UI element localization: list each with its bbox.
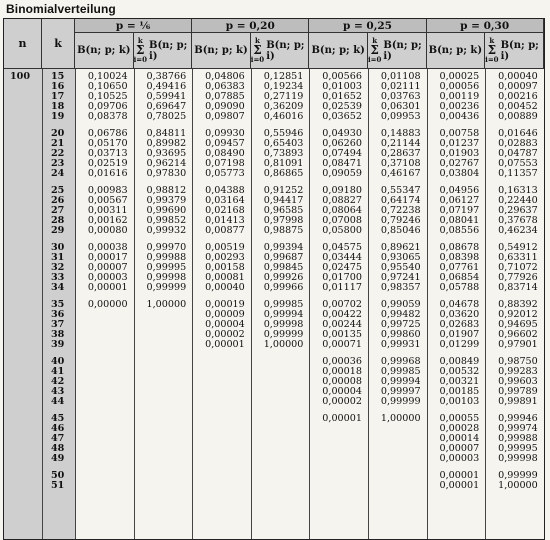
prob-cell: 0,00003 (87, 272, 128, 284)
table-row (4, 397, 544, 407)
cumulative-cell: 0,02883 (498, 138, 538, 150)
cumulative-cell: 0,96214 (146, 158, 187, 170)
prob-cell: 0,00001 (439, 480, 480, 492)
cumulative-cell: 1,00000 (380, 413, 421, 424)
k-value: 16 (51, 81, 65, 93)
cumulative-cell: 0,99994 (263, 309, 304, 321)
table-row (4, 454, 544, 464)
cumulative-cell: 0,99988 (146, 252, 187, 264)
header-sum-4: k Σ i=0 B(n; p; i) (485, 33, 544, 69)
k-value: 41 (51, 366, 65, 378)
cumulative-cell: 0,95540 (380, 262, 421, 274)
prob-cell: 0,08041 (439, 215, 480, 227)
k-value: 35 (51, 299, 65, 310)
prob-cell: 0,00103 (439, 396, 480, 408)
prob-cell: 0,08827 (322, 195, 362, 207)
prob-cell: 0,00036 (322, 356, 362, 367)
prob-cell: 0,03713 (87, 148, 128, 160)
k-value: 21 (51, 138, 65, 150)
prob-cell: 0,00162 (87, 215, 128, 227)
prob-cell: 0,05800 (322, 225, 362, 237)
k-value: 40 (51, 356, 65, 367)
k-value: 47 (51, 433, 65, 445)
prob-cell: 0,06786 (87, 128, 128, 139)
prob-cell: 0,06854 (439, 272, 480, 284)
cumulative-cell: 0,01646 (498, 128, 538, 139)
prob-cell: 0,05788 (439, 282, 480, 294)
cumulative-cell: 0,88392 (498, 299, 538, 310)
cumulative-cell: 0,46167 (380, 168, 421, 180)
prob-cell: 0,00311 (87, 205, 128, 217)
header-p-sixth: p = ⅙ (75, 19, 192, 33)
cumulative-cell: 0,00889 (498, 111, 538, 123)
cumulative-cell: 0,89621 (380, 242, 421, 253)
prob-cell: 0,01652 (322, 91, 362, 103)
prob-cell: 0,04930 (322, 128, 362, 139)
prob-cell: 0,04388 (205, 185, 245, 196)
k-value: 48 (51, 443, 65, 455)
prob-cell: 0,00007 (439, 443, 480, 455)
cumulative-cell: 0,94417 (263, 195, 304, 207)
prob-cell: 0,00003 (439, 453, 480, 465)
cumulative-cell: 0,37678 (498, 215, 538, 227)
k-value: 43 (51, 386, 65, 398)
cumulative-cell: 0,97998 (263, 215, 304, 227)
cumulative-cell: 0,22440 (498, 195, 538, 207)
prob-cell: 0,03804 (439, 168, 480, 180)
cumulative-cell: 0,49416 (146, 81, 187, 93)
prob-cell: 0,00983 (87, 185, 128, 196)
cumulative-cell: 0,99789 (498, 386, 538, 398)
cumulative-cell: 1,00000 (263, 339, 304, 351)
prob-cell: 0,01413 (205, 215, 245, 227)
cumulative-cell: 0,00040 (498, 71, 538, 82)
cumulative-cell: 0,37108 (380, 158, 421, 170)
prob-cell: 0,01117 (322, 282, 362, 294)
table-row (4, 283, 544, 293)
sum-sign-icon: k Σ i=0 (367, 36, 382, 64)
prob-cell: 0,00567 (87, 195, 128, 207)
cumulative-cell: 0,71072 (498, 262, 538, 274)
cumulative-cell: 0,73893 (263, 148, 304, 160)
cumulative-cell: 0,54912 (498, 242, 538, 253)
prob-cell: 0,00004 (205, 319, 245, 331)
prob-cell: 0,07494 (322, 148, 362, 160)
k-value: 42 (51, 376, 65, 388)
cumulative-cell: 0,06301 (380, 101, 421, 113)
prob-cell: 0,08064 (322, 205, 362, 217)
cumulative-cell: 0,07553 (498, 158, 538, 170)
prob-cell: 0,01903 (439, 148, 480, 160)
cumulative-cell: 0,98357 (380, 282, 421, 294)
cumulative-cell: 0,12851 (263, 71, 304, 82)
k-value: 22 (51, 148, 65, 160)
cumulative-cell: 0,99891 (498, 396, 538, 408)
table-row (4, 340, 544, 350)
cumulative-cell: 0,99974 (498, 423, 538, 435)
cumulative-cell: 0,59941 (146, 91, 187, 103)
cumulative-cell: 0,03763 (380, 91, 421, 103)
prob-cell: 0,00244 (322, 319, 362, 331)
cumulative-cell: 0,04787 (498, 148, 538, 160)
cumulative-cell: 0,81091 (263, 158, 304, 170)
k-value: 38 (51, 329, 65, 341)
prob-cell: 0,07885 (205, 91, 245, 103)
cumulative-cell: 0,99999 (498, 470, 538, 481)
prob-cell: 0,05170 (87, 138, 128, 150)
cumulative-cell: 0,16313 (498, 185, 538, 196)
k-value: 46 (51, 423, 65, 435)
k-value: 18 (51, 101, 65, 113)
header-sum-3: k Σ i=0 B(n; p; i) (368, 33, 427, 69)
cumulative-cell: 0,79246 (380, 215, 421, 227)
cumulative-cell: 0,99985 (263, 299, 304, 310)
cumulative-cell: 0,72238 (380, 205, 421, 217)
cumulative-cell: 0,99860 (380, 329, 421, 341)
prob-cell: 0,06260 (322, 138, 362, 150)
cumulative-cell: 0,97241 (380, 272, 421, 284)
cumulative-cell: 0,99931 (380, 339, 421, 351)
k-value: 27 (51, 205, 65, 217)
prob-cell: 0,04956 (439, 185, 480, 196)
cumulative-cell: 0,99482 (380, 309, 421, 321)
cumulative-cell: 0,38766 (146, 71, 187, 82)
cumulative-cell: 0,99690 (146, 205, 187, 217)
cumulative-cell: 0,99999 (146, 282, 187, 294)
prob-cell: 0,02475 (322, 262, 362, 274)
prob-cell: 0,08556 (439, 225, 480, 237)
cumulative-cell: 1,00000 (146, 299, 187, 310)
prob-cell: 0,00532 (439, 366, 480, 378)
prob-cell: 0,00702 (322, 299, 362, 310)
cumulative-cell: 0,28637 (380, 148, 421, 160)
prob-cell: 0,07197 (439, 205, 480, 217)
cumulative-cell: 0,99970 (146, 242, 187, 253)
prob-cell: 0,09706 (87, 101, 128, 113)
k-value: 30 (51, 242, 65, 253)
header-p-025: p = 0,25 (309, 19, 426, 33)
k-value: 45 (51, 413, 65, 424)
cumulative-cell: 0,85046 (380, 225, 421, 237)
k-value: 51 (51, 480, 65, 492)
prob-cell: 0,02539 (322, 101, 362, 113)
prob-cell: 0,00321 (439, 376, 480, 388)
prob-cell: 0,10525 (87, 91, 128, 103)
prob-cell: 0,10650 (87, 81, 128, 93)
prob-cell: 0,08678 (439, 242, 480, 253)
prob-cell: 0,00038 (87, 242, 128, 253)
prob-cell: 0,01616 (87, 168, 128, 180)
prob-cell: 0,08490 (205, 148, 245, 160)
k-value: 34 (51, 282, 65, 294)
k-value: 26 (51, 195, 65, 207)
prob-cell: 0,06127 (439, 195, 480, 207)
prob-cell: 0,00028 (439, 423, 480, 435)
cumulative-cell: 0,99059 (380, 299, 421, 310)
prob-cell: 0,00758 (439, 128, 480, 139)
table-row (4, 169, 544, 179)
prob-cell: 0,01003 (322, 81, 362, 93)
cumulative-cell: 0,46016 (263, 111, 304, 123)
k-value: 19 (51, 111, 65, 123)
cumulative-cell: 0,99999 (263, 329, 304, 341)
cumulative-cell: 0,94695 (498, 319, 538, 331)
k-value: 49 (51, 453, 65, 465)
cumulative-cell: 0,96585 (263, 205, 304, 217)
prob-cell: 0,08378 (87, 111, 128, 123)
sum-sign-icon: k Σ i=0 (250, 36, 265, 64)
prob-cell: 0,00055 (439, 413, 480, 424)
prob-cell: 0,09930 (205, 128, 245, 139)
k-value: 31 (51, 252, 65, 264)
prob-cell: 0,04678 (439, 299, 480, 310)
cumulative-cell: 0,77926 (498, 272, 538, 284)
prob-cell: 0,00081 (205, 272, 245, 284)
prob-cell: 0,00519 (205, 242, 245, 253)
prob-cell: 0,02168 (205, 205, 245, 217)
prob-cell: 0,00002 (322, 396, 362, 408)
cumulative-cell: 0,99968 (380, 356, 421, 367)
prob-cell: 0,00185 (439, 386, 480, 398)
cumulative-cell: 0,01108 (380, 71, 421, 82)
prob-cell: 0,09059 (322, 168, 362, 180)
prob-cell: 0,04575 (322, 242, 362, 253)
cumulative-cell: 0,89982 (146, 138, 187, 150)
prob-cell: 0,00019 (205, 299, 245, 310)
cumulative-cell: 0,99966 (263, 282, 304, 294)
cumulative-cell: 1,00000 (498, 480, 538, 492)
cumulative-cell: 0,99926 (263, 272, 304, 284)
table-row (4, 112, 544, 122)
k-value: 25 (51, 185, 65, 196)
cumulative-cell: 0,00097 (498, 81, 538, 93)
prob-cell: 0,00158 (205, 262, 245, 274)
prob-cell: 0,00025 (439, 71, 480, 82)
cumulative-cell: 0,99283 (498, 366, 538, 378)
cumulative-cell: 0,98812 (146, 185, 187, 196)
cumulative-cell: 0,99845 (263, 262, 304, 274)
cumulative-cell: 0,09953 (380, 111, 421, 123)
header-sum-1: k Σ i=0 B(n; p; i) (134, 33, 193, 69)
cumulative-cell: 0,27119 (263, 91, 304, 103)
cumulative-cell: 0,00452 (498, 101, 538, 113)
n-value: 100 (10, 71, 31, 82)
page-title: Binomialverteilung (6, 2, 116, 16)
k-value: 28 (51, 215, 65, 227)
prob-cell: 0,00017 (87, 252, 128, 264)
cumulative-cell: 0,99985 (380, 366, 421, 378)
table-body (4, 69, 544, 539)
prob-cell: 0,00007 (87, 262, 128, 274)
prob-cell: 0,01237 (439, 138, 480, 150)
prob-cell: 0,00001 (439, 470, 480, 481)
prob-cell: 0,00004 (322, 386, 362, 398)
prob-cell: 0,00001 (87, 282, 128, 294)
cumulative-cell: 0,99995 (498, 443, 538, 455)
k-value: 32 (51, 262, 65, 274)
k-value: 33 (51, 272, 65, 284)
cumulative-cell: 0,19234 (263, 81, 304, 93)
prob-cell: 0,02767 (439, 158, 480, 170)
cumulative-cell: 0,65403 (263, 138, 304, 150)
header-b-4: B(n; p; k) (427, 33, 486, 69)
cumulative-cell: 0,99994 (380, 376, 421, 388)
cumulative-cell: 0,64174 (380, 195, 421, 207)
cumulative-cell: 0,55946 (263, 128, 304, 139)
prob-cell: 0,00018 (322, 366, 362, 378)
prob-cell: 0,09457 (205, 138, 245, 150)
prob-cell: 0,00422 (322, 309, 362, 321)
cumulative-cell: 0,14883 (380, 128, 421, 139)
cumulative-cell: 0,00216 (498, 91, 538, 103)
prob-cell: 0,00014 (439, 433, 480, 445)
prob-cell: 0,00119 (439, 91, 480, 103)
k-value: 29 (51, 225, 65, 237)
cumulative-cell: 0,55347 (380, 185, 421, 196)
prob-cell: 0,01700 (322, 272, 362, 284)
cumulative-cell: 0,86865 (263, 168, 304, 180)
prob-cell: 0,03164 (205, 195, 245, 207)
k-value: 44 (51, 396, 65, 408)
prob-cell: 0,00236 (439, 101, 480, 113)
cumulative-cell: 0,02111 (380, 81, 421, 93)
header-b-3: B(n; p; k) (309, 33, 368, 69)
k-value: 17 (51, 91, 65, 103)
cumulative-cell: 0,97901 (498, 339, 538, 351)
prob-cell: 0,06383 (205, 81, 245, 93)
cumulative-cell: 0,99725 (380, 319, 421, 331)
cumulative-cell: 0,99603 (498, 376, 538, 388)
prob-cell: 0,00135 (322, 329, 362, 341)
prob-cell: 0,00002 (205, 329, 245, 341)
cumulative-cell: 0,11357 (498, 168, 538, 180)
cumulative-cell: 0,91252 (263, 185, 304, 196)
prob-cell: 0,00001 (322, 413, 362, 424)
table-row (4, 226, 544, 236)
prob-cell: 0,01299 (439, 339, 480, 351)
cumulative-cell: 0,98750 (498, 356, 538, 367)
prob-cell: 0,07008 (322, 215, 362, 227)
cumulative-cell: 0,99998 (498, 453, 538, 465)
header-n: n (4, 19, 42, 69)
cumulative-cell: 0,99997 (380, 386, 421, 398)
header-k: k (42, 19, 75, 69)
cumulative-cell: 0,96602 (498, 329, 538, 341)
k-value: 50 (51, 470, 65, 481)
header-b-1: B(n; p; k) (75, 33, 134, 69)
cumulative-cell: 0,97830 (146, 168, 187, 180)
cumulative-cell: 0,36209 (263, 101, 304, 113)
cumulative-cell: 0,99995 (146, 262, 187, 274)
prob-cell: 0,00080 (87, 225, 128, 237)
header-b-2: B(n; p; k) (192, 33, 251, 69)
table-row (4, 481, 544, 491)
k-value: 20 (51, 128, 65, 139)
cumulative-cell: 0,99379 (146, 195, 187, 207)
cumulative-cell: 0,78025 (146, 111, 187, 123)
k-value: 15 (51, 71, 65, 82)
k-value: 36 (51, 309, 65, 321)
cumulative-cell: 0,21144 (380, 138, 421, 150)
cumulative-cell: 0,46234 (498, 225, 538, 237)
cumulative-cell: 0,99687 (263, 252, 304, 264)
cumulative-cell: 0,99946 (498, 413, 538, 424)
cumulative-cell: 0,98875 (263, 225, 304, 237)
prob-cell: 0,00000 (87, 299, 128, 310)
prob-cell: 0,09090 (205, 101, 245, 113)
k-value: 39 (51, 339, 65, 351)
sum-sign-icon: k Σ i=0 (485, 36, 499, 64)
k-value: 24 (51, 168, 65, 180)
prob-cell: 0,00436 (439, 111, 480, 123)
header-p-030: p = 0,30 (427, 19, 544, 33)
prob-cell: 0,00040 (205, 282, 245, 294)
cumulative-cell: 0,84811 (146, 128, 187, 139)
prob-cell: 0,03444 (322, 252, 362, 264)
prob-cell: 0,00293 (205, 252, 245, 264)
prob-cell: 0,00849 (439, 356, 480, 367)
cumulative-cell: 0,99998 (146, 272, 187, 284)
prob-cell: 0,00009 (205, 309, 245, 321)
prob-cell: 0,00877 (205, 225, 245, 237)
cumulative-cell: 0,93695 (146, 148, 187, 160)
prob-cell: 0,00566 (322, 71, 362, 82)
prob-cell: 0,02519 (87, 158, 128, 170)
cumulative-cell: 0,99988 (498, 433, 538, 445)
prob-cell: 0,09180 (322, 185, 362, 196)
cumulative-cell: 0,83714 (498, 282, 538, 294)
prob-cell: 0,02683 (439, 319, 480, 331)
header-sum-2: k Σ i=0 B(n; p; i) (251, 33, 310, 69)
sum-sign-icon: k Σ i=0 (133, 36, 147, 64)
prob-cell: 0,01907 (439, 329, 480, 341)
cumulative-cell: 0,99932 (146, 225, 187, 237)
table-header (4, 19, 544, 69)
cumulative-cell: 0,63311 (498, 252, 538, 264)
prob-cell: 0,03652 (322, 111, 362, 123)
prob-cell: 0,05773 (205, 168, 245, 180)
cumulative-cell: 0,93065 (380, 252, 421, 264)
prob-cell: 0,03620 (439, 309, 480, 321)
prob-cell: 0,07761 (439, 262, 480, 274)
prob-cell: 0,04806 (205, 71, 245, 82)
cumulative-cell: 0,99999 (380, 396, 421, 408)
cumulative-cell: 0,99394 (263, 242, 304, 253)
prob-cell: 0,00008 (322, 376, 362, 388)
cumulative-cell: 0,92012 (498, 309, 538, 321)
k-value: 23 (51, 158, 65, 170)
k-value: 37 (51, 319, 65, 331)
prob-cell: 0,00001 (205, 339, 245, 351)
cumulative-cell: 0,99998 (263, 319, 304, 331)
prob-cell: 0,00071 (322, 339, 362, 351)
prob-cell: 0,08398 (439, 252, 480, 264)
prob-cell: 0,07198 (205, 158, 245, 170)
cumulative-cell: 0,99852 (146, 215, 187, 227)
binomial-table (3, 18, 545, 540)
prob-cell: 0,09807 (205, 111, 245, 123)
prob-cell: 0,00056 (439, 81, 480, 93)
header-p-020: p = 0,20 (192, 19, 309, 33)
cumulative-cell: 0,69647 (146, 101, 187, 113)
prob-cell: 0,10024 (87, 71, 128, 82)
cumulative-cell: 0,29637 (498, 205, 538, 217)
prob-cell: 0,08471 (322, 158, 362, 170)
